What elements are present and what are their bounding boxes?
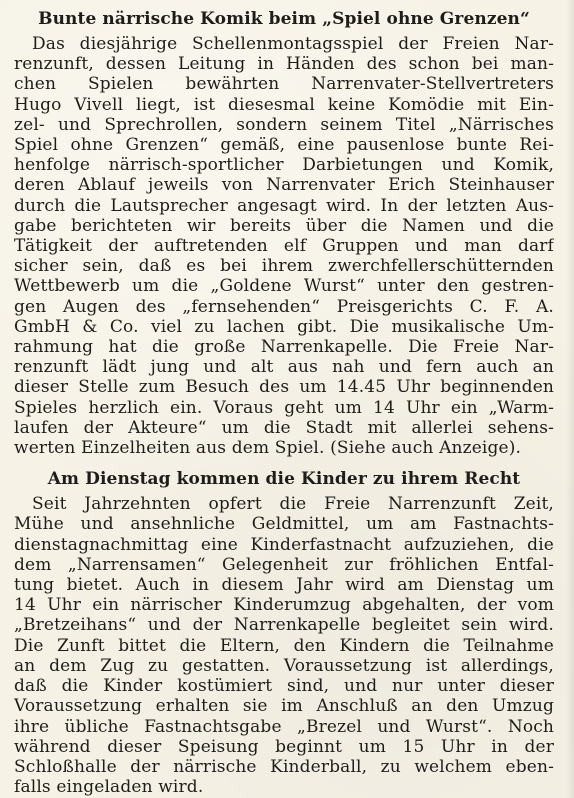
article-kinderfastnacht	[14, 468, 554, 797]
article-line: „Bretzeihans“ und der Narrenkapelle begleitet sein wird.	[14, 615, 554, 636]
article-line: werten Einzelheiten aus dem Spiel. (Siehe auch Anzeige).	[14, 438, 522, 459]
article-line: dem „Narrensamen“ Gelegenheit zur fröhlichen Entfal-	[14, 554, 554, 575]
scan-shadow-edge	[566, 0, 574, 798]
article-line: Schloßhalle der närrische Kinderball, zu welchem eben-	[14, 756, 554, 777]
article-line: Spieles herzlich ein. Voraus geht um 14 Uhr ein „Warm-	[14, 397, 554, 418]
article-line: 14 Uhr ein närrischer Kinderumzug abgehalten, der vom	[14, 595, 554, 616]
article-line: Mühe und ansehnliche Geldmittel, um am Fastnachts-	[14, 514, 554, 535]
article-line: Tätigkeit der auftretenden elf Gruppen und man darf	[14, 236, 554, 257]
article-body	[14, 494, 554, 797]
article-line: renzunft lädt jung und alt aus nah und fern auch an	[14, 357, 554, 378]
article-line: Seit Jahrzehnten opfert die Freie Narrenzunft Zeit,	[32, 494, 554, 515]
article-line: laufen der Akteure“ um die Stadt mit allerlei sehens-	[14, 417, 554, 438]
article-line: sicher sein, daß es bei ihrem zwerchfellerschütternden	[14, 256, 554, 277]
article-line: an dem Zug zu gestatten. Voraussetzung ist allerdings,	[14, 655, 554, 676]
article-line: Spiel ohne Grenzen“ gemäß, eine pausenlose bunte Rei-	[14, 135, 554, 156]
article-line: Die Zunft bittet die Eltern, den Kindern die Teilnahme	[14, 635, 554, 656]
article-line: Hugo Vivell liegt, ist diesesmal keine Komödie mit Ein-	[14, 94, 554, 115]
article-line: renzunft, dessen Leitung in Händen des schon bei man-	[14, 54, 554, 75]
article-line: durch die Lautsprecher angesagt wird. In der letzten Aus-	[14, 195, 554, 216]
article-body	[14, 34, 554, 458]
article-line: gabe berichteten wir bereits über die Namen und die	[14, 215, 554, 236]
article-line: deren Ablauf jeweils von Narrenvater Erich Steinhauser	[14, 175, 554, 196]
article-headline: Bunte närrische Komik beim „Spiel ohne Grenzen“	[38, 9, 530, 29]
article-line: tung bietet. Auch in diesem Jahr wird am Dienstag um	[14, 575, 554, 596]
article-line: Voraussetzung erhalten sie im Anschluß an den Umzug	[14, 696, 554, 717]
article-line: rahmung hat die große Narrenkapelle. Die Freie Nar-	[14, 337, 554, 358]
article-line: chen Spielen bewährten Narrenvater-Stellvertreters	[14, 74, 554, 95]
article-line: ihre übliche Fastnachtsgabe „Brezel und Wurst“. Noch	[14, 716, 554, 737]
article-line: Das diesjährige Schellenmontagsspiel der Freien Nar-	[32, 34, 554, 54]
article-headline: Am Dienstag kommen die Kinder zu ihrem Recht	[47, 469, 521, 490]
article-line: zel- und Sprechrollen, sondern seinem Titel „Närrisches	[14, 114, 554, 135]
article-line: GmbH & Co. viel zu lachen gibt. Die musikalische Um-	[14, 316, 554, 337]
article-line: dieser Stelle zum Besuch des um 14.45 Uhr beginnenden	[14, 377, 554, 398]
article-line: falls eingeladen wird.	[14, 777, 204, 798]
article-spiel-ohne-grenzen	[14, 8, 554, 458]
article-line: daß die Kinder kostümiert sind, und nur unter dieser	[14, 676, 554, 697]
article-line: Wettbewerb um die „Goldene Wurst“ unter den gestren-	[14, 276, 554, 297]
article-line: dienstagnachmittag eine Kinderfastnacht aufzuziehen, die	[14, 534, 554, 555]
article-line: henfolge närrisch-sportlicher Darbietungen und Komik,	[14, 155, 554, 176]
article-line: während dieser Speisung beginnt um 15 Uhr in der	[14, 736, 554, 757]
article-line: gen Augen des „fernsehenden“ Preisgerichts C. F. A.	[14, 296, 554, 317]
